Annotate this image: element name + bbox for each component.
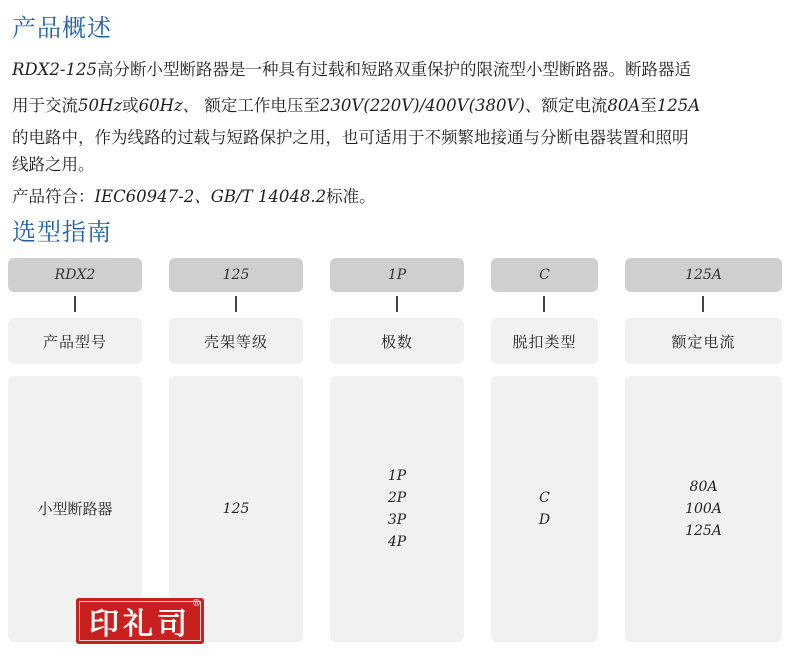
- option-item: D: [538, 512, 551, 528]
- code-box-model: RDX2: [8, 258, 142, 292]
- standards-suffix: 标准。: [326, 187, 376, 206]
- label-box-trip: 脱扣类型: [491, 318, 598, 364]
- overview-title: 产品概述: [12, 14, 112, 42]
- stamp-text: 印礼司: [89, 607, 191, 642]
- overview-line-1-text: 高分断小型断路器是一种具有过载和短路双重保护的限流型小型断路器。断路器适: [96, 60, 691, 79]
- current-max: 125A: [656, 96, 701, 115]
- code-box-frame: 125: [169, 258, 303, 292]
- option-item: C: [539, 490, 550, 506]
- label-box-frame: 壳架等级: [169, 318, 303, 364]
- brand-stamp: [76, 598, 204, 644]
- option-item: 3P: [387, 512, 407, 528]
- option-item: 80A: [689, 479, 718, 495]
- frequency-60: 60Hz: [138, 96, 183, 115]
- text-segment: 用于交流: [12, 96, 78, 115]
- label-box-model: 产品型号: [8, 318, 142, 364]
- text-segment: 或: [122, 96, 139, 115]
- option-item: 125: [222, 501, 250, 517]
- option-item: 4P: [387, 534, 407, 550]
- connector-line: [74, 296, 76, 312]
- current-min: 80A: [607, 96, 641, 115]
- overview-line-2: [12, 92, 784, 116]
- connector-line: [543, 296, 545, 312]
- overview-line-3: 的电路中，作为线路的过载与短路保护之用，也可适用于不频繁地接通与分断电器装置和照明: [12, 128, 689, 147]
- rated-voltage: 230V(220V)/400V(380V): [319, 96, 525, 115]
- option-item: 小型断路器: [37, 500, 113, 518]
- model-code: RDX2-125: [12, 60, 97, 79]
- connector-line: [396, 296, 398, 312]
- option-item: 1P: [387, 468, 407, 484]
- detail-box-current: [625, 376, 782, 642]
- detail-box-poles: [330, 376, 464, 642]
- detail-box-trip: [491, 376, 598, 642]
- guide-title: 选型指南: [12, 218, 112, 246]
- text-segment: 、额定电流: [524, 96, 608, 115]
- code-box-trip: C: [491, 258, 598, 292]
- code-box-current: 125A: [625, 258, 782, 292]
- registered-mark-icon: ®: [192, 599, 201, 609]
- standards-label: 产品符合：: [12, 187, 95, 206]
- overview-line-1: [12, 56, 784, 80]
- overview-line-4: 线路之用。: [12, 155, 95, 174]
- standards-line: [12, 183, 784, 207]
- option-item: 100A: [685, 501, 722, 517]
- text-segment: 、 额定工作电压至: [182, 96, 320, 115]
- label-box-poles: 极数: [330, 318, 464, 364]
- standards-value: IEC60947-2、GB/T 14048.2: [94, 187, 327, 206]
- code-box-poles: 1P: [330, 258, 464, 292]
- text-segment: 至: [640, 96, 657, 115]
- option-item: 125A: [685, 523, 722, 539]
- option-item: 2P: [387, 490, 407, 506]
- label-box-current: 额定电流: [625, 318, 782, 364]
- connector-line: [235, 296, 237, 312]
- connector-line: [702, 296, 704, 312]
- frequency-50: 50Hz: [78, 96, 123, 115]
